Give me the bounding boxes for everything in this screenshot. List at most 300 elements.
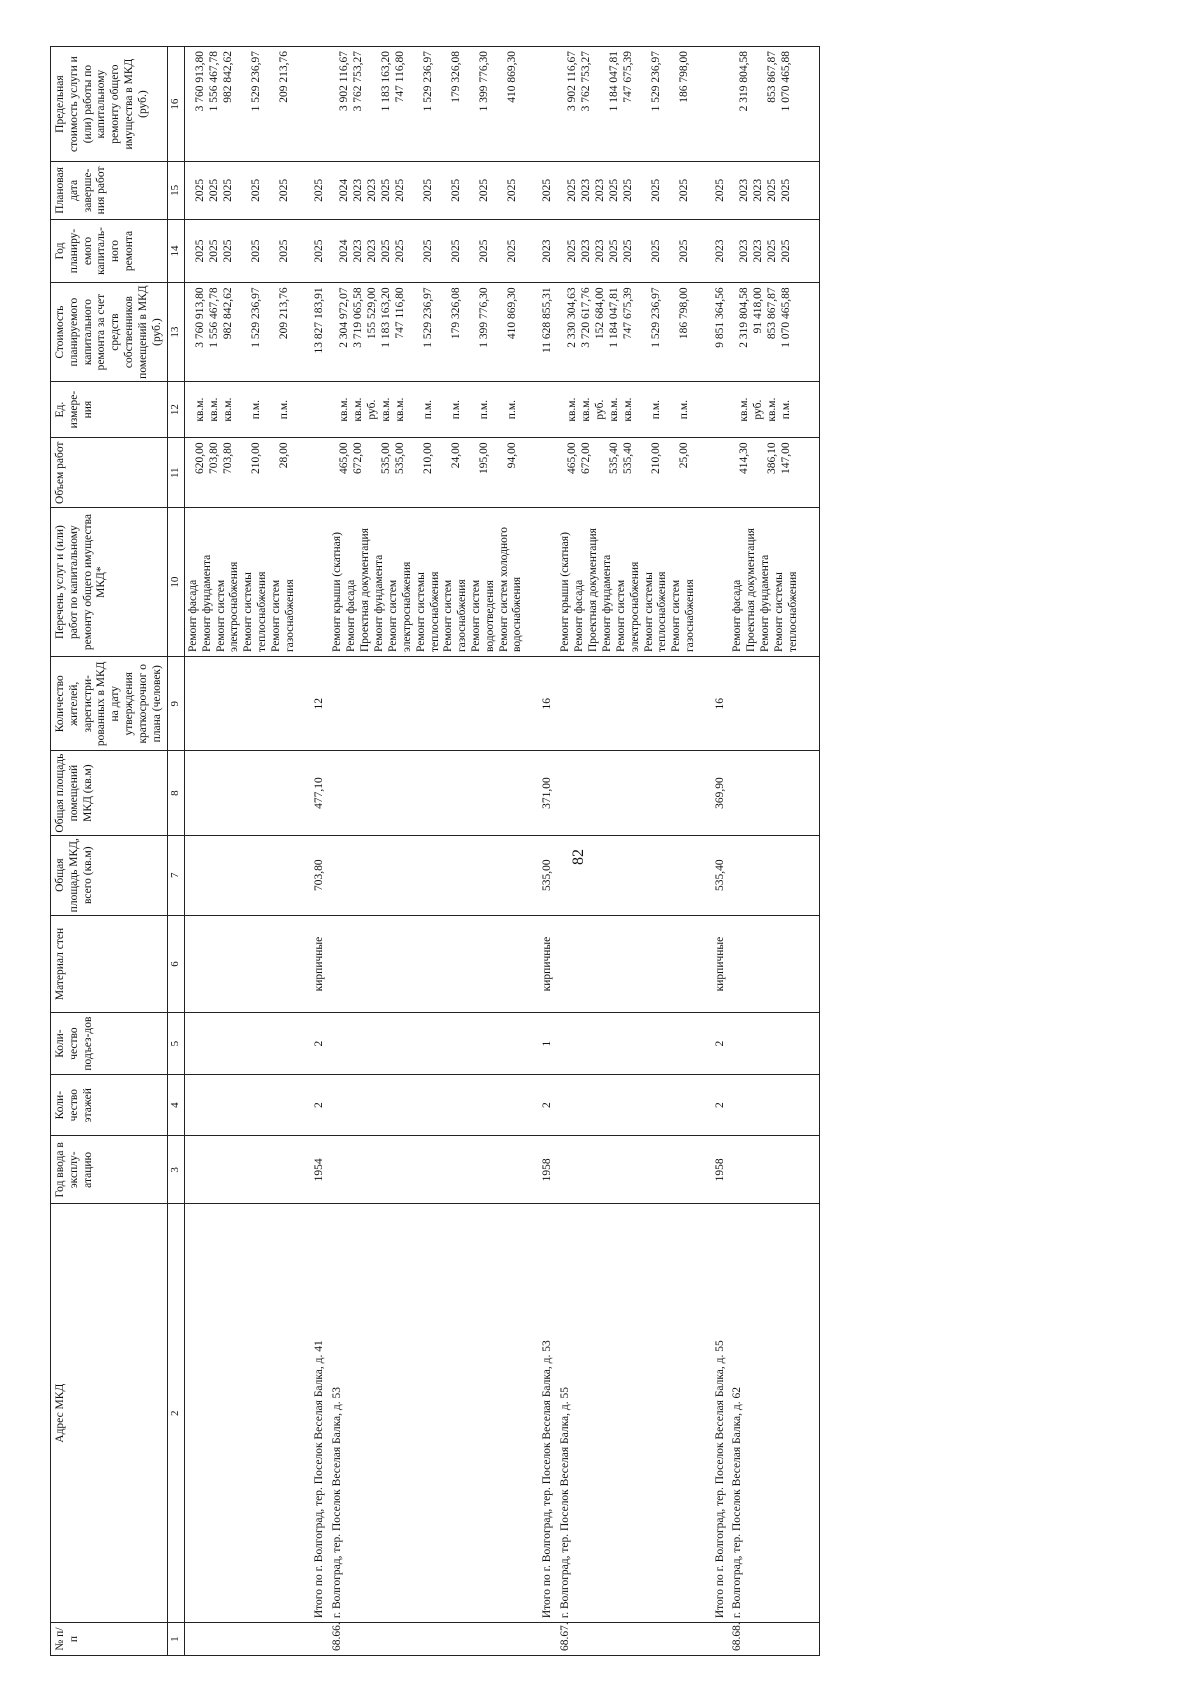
work-year: 2025 [450,239,463,263]
work-costs [184,283,299,382]
work-limit: 3 762 753,27 [579,51,592,112]
work-end: 2025 [766,178,779,202]
column-header-2: Адрес МКД [51,1204,168,1623]
total-cost: 13 827 183,91 [299,283,329,382]
work-name: Ремонт фасада [731,579,744,653]
column-header-11: Объем работ [51,438,168,508]
work-year: 2023 [579,239,592,263]
work-unit: п.м. [249,400,262,420]
work-year: 2025 [277,239,290,263]
column-header-4: Коли-чество этажей [51,1074,168,1136]
empty-cell [803,47,820,162]
work-volume: 535,40 [607,442,620,474]
column-number: 6 [168,915,184,1013]
empty-cell [299,1623,329,1656]
column-number: 9 [168,657,184,751]
page-number: 82 [570,849,587,865]
total-year: 2023 [527,219,557,283]
work-volume: 672,00 [352,442,365,474]
work-limits [184,47,299,162]
floors: 2 [700,1074,730,1136]
empty-cell [803,657,820,751]
area-total: 535,40 [700,835,730,915]
work-cost: 3 719 065,58 [352,287,365,348]
table-header [51,47,185,1656]
work-cost: 209 213,76 [277,287,290,340]
empty-cell [729,1136,803,1204]
work-limits [729,47,803,162]
work-names [557,508,700,657]
work-year: 2023 [752,239,765,263]
work-year: 2025 [766,239,779,263]
entrances: 2 [299,1013,329,1075]
column-number: 14 [168,219,184,283]
work-name: Ремонт систем электроснабжения [387,561,413,653]
work-name: Ремонт системы теплоснабжения [242,571,268,653]
work-end: 2025 [422,178,435,202]
empty-cell [184,835,299,915]
work-name: Ремонт систем водоотведения [469,579,496,653]
work-limit [752,51,766,157]
empty-cell [299,381,329,437]
work-volume: 210,00 [249,442,262,474]
work-names [729,508,803,657]
work-costs [729,283,803,382]
column-header-6: Материал стен [51,915,168,1013]
table-row-works [557,47,700,1656]
empty-cell [184,1074,299,1136]
work-volume: 94,00 [506,442,519,469]
work-limits [557,47,700,162]
work-end: 2025 [478,178,491,202]
empty-cell [803,1204,820,1623]
table-row-total [299,47,329,1656]
work-name: Ремонт систем газоснабжения [670,579,696,653]
work-unit: кв.м. [766,397,779,422]
empty-cell [329,1074,527,1136]
area-premises: 371,00 [527,751,557,835]
work-end-dates [184,162,299,220]
work-cost: 747 675,39 [621,287,634,340]
work-name: Ремонт фундамента [200,554,213,653]
work-volume: 672,00 [579,442,592,474]
work-end: 2023 [738,178,751,202]
work-year: 2024 [338,239,351,263]
table-end-row [803,47,820,1656]
column-number: 8 [168,751,184,835]
work-end: 2025 [506,178,519,202]
work-end: 2025 [249,178,262,202]
empty-cell [803,1013,820,1075]
work-cost: 410 869,30 [506,287,519,340]
work-limit: 186 798,00 [677,51,690,103]
work-volume: 535,00 [380,442,393,474]
empty-cell [329,751,527,835]
column-header-15: Плановая дата заверше-ния работ [51,162,168,220]
work-volume: 147,00 [780,442,793,474]
work-name: Ремонт фундамента [373,554,386,653]
work-volume: 210,00 [422,442,435,474]
work-cost: 155 529,00 [366,287,379,340]
total-end: 2025 [527,162,557,220]
work-unit: кв.м. [193,397,206,422]
work-cost: 179 326,08 [450,287,463,340]
empty-cell [729,915,803,1013]
work-end: 2025 [207,178,220,202]
work-year: 2025 [221,239,234,263]
work-years [184,219,299,283]
empty-cell [729,751,803,835]
work-names [184,508,299,657]
column-header-8: Общая площадь помещений МКД (кв.м) [51,751,168,835]
work-units [329,381,527,437]
empty-cell [329,657,527,751]
empty-cell [729,835,803,915]
work-cost: 2 304 972,07 [338,287,351,348]
work-year: 2025 [677,239,690,263]
work-year: 2025 [506,239,519,263]
work-limit: 209 213,76 [277,51,290,103]
work-name: Ремонт систем электроснабжения [614,561,641,653]
work-cost: 2 319 804,58 [738,287,751,348]
work-name: Проектная документация [586,528,599,653]
work-end: 2024 [338,178,351,202]
year-built: 1954 [299,1136,329,1204]
work-year: 2025 [249,239,262,263]
work-name: Проектная документация [359,528,372,653]
empty-cell [803,162,820,220]
work-unit: кв.м. [607,397,620,422]
empty-cell [329,1013,527,1075]
work-year: 2023 [352,239,365,263]
column-number-row [168,47,184,1656]
column-number: 10 [168,508,184,657]
work-year: 2025 [478,239,491,263]
empty-cell [803,835,820,915]
work-unit: п.м. [677,400,690,420]
empty-cell [557,1013,700,1075]
column-header-14: Год планиру-емого капиталь-ного ремонта [51,219,168,283]
work-end: 2025 [621,178,634,202]
entrances: 2 [700,1013,730,1075]
empty-cell [803,508,820,657]
work-limit: 1 070 465,88 [780,51,793,112]
work-limit: 747 116,80 [394,51,407,103]
column-number: 3 [168,1136,184,1204]
empty-cell [527,47,557,162]
work-cost: 747 116,80 [394,287,407,339]
row-address: г. Волгоград, тер. Поселок Веселая Балка, д. 53 [329,1204,527,1623]
work-limit: 1 529 236,97 [649,51,662,112]
work-limit [366,51,380,157]
empty-cell [329,915,527,1013]
column-header-16: Предельная стоимость услуги и (или) работы по капитальному ремонту общего имущества в МКД (руб.) [51,47,168,162]
empty-cell [803,1623,820,1656]
year-built: 1958 [527,1136,557,1204]
column-header-9: Количество жителей, зарегистри-рованных в МКД на дату утверждения краткосрочног о плана (человек) [51,657,168,751]
work-years [729,219,803,283]
work-cost: 1 184 047,81 [607,287,620,348]
capital-repair-table [50,46,820,1656]
work-name: Ремонт системы теплоснабжения [414,571,441,653]
work-limit: 1 183 163,20 [380,51,393,112]
work-unit: руб. [593,399,606,420]
row-address [184,1204,299,1623]
total-address: Итого по г. Волгоград, тер. Поселок Веселая Балка, д. 53 [527,1204,557,1623]
work-end: 2025 [450,178,463,202]
work-limit: 2 319 804,58 [738,51,751,112]
column-number: 13 [168,283,184,382]
column-number: 4 [168,1074,184,1136]
empty-cell [299,47,329,162]
empty-cell [700,1623,730,1656]
work-year: 2025 [422,239,435,263]
empty-cell [803,283,820,382]
row-number: 68.68. [729,1623,803,1656]
work-end: 2025 [649,178,662,202]
work-end-dates [329,162,527,220]
work-name: Ремонт фундамента [600,554,613,653]
work-volume: 386,10 [766,442,779,474]
residents: 16 [527,657,557,751]
work-cost: 1 529 236,97 [649,287,662,348]
work-end: 2025 [677,178,690,202]
work-unit: п.м. [780,400,793,420]
work-cost: 152 684,00 [593,287,606,340]
work-cost: 1 183 163,20 [380,287,393,348]
row-number [184,1623,299,1656]
empty-cell [803,1136,820,1204]
work-end: 2025 [780,178,793,202]
work-unit: п.м. [422,400,435,420]
column-header-7: Общая площадь МКД, всего (кв.м) [51,835,168,915]
work-limit: 982 842,62 [221,51,234,103]
work-unit: кв.м. [565,397,578,422]
work-end: 2023 [579,178,592,202]
total-address: Итого по г. Волгоград, тер. Поселок Веселая Балка, д. 55 [700,1204,730,1623]
work-name: Ремонт системы теплоснабжения [773,571,800,653]
work-volume: 465,00 [565,442,578,474]
empty-cell [299,438,329,508]
total-cost: 9 851 364,56 [700,283,730,382]
residents: 16 [700,657,730,751]
empty-cell [803,219,820,283]
work-limit: 3 902 116,67 [565,51,578,111]
work-name: Ремонт систем газоснабжения [269,579,296,653]
work-name: Ремонт крыши (скатная) [558,532,571,653]
work-end: 2025 [193,178,206,202]
work-costs [557,283,700,382]
work-end: 2023 [752,178,765,202]
work-year: 2025 [380,239,393,263]
work-limits [329,47,527,162]
empty-cell [803,751,820,835]
work-volume: 24,00 [450,442,463,469]
wall-material: кирпичные [527,915,557,1013]
table-row-total [527,47,557,1656]
work-volumes [329,438,527,508]
work-limit: 1 529 236,97 [422,51,435,112]
empty-cell [184,751,299,835]
work-end: 2025 [565,178,578,202]
area-premises: 477,10 [299,751,329,835]
empty-cell [527,1623,557,1656]
empty-cell [329,1136,527,1204]
work-volume: 25,00 [677,442,690,469]
area-premises: 369,90 [700,751,730,835]
empty-cell [557,835,700,915]
work-volume: 28,00 [277,442,290,469]
empty-cell [700,381,730,437]
empty-cell [184,915,299,1013]
empty-cell [557,751,700,835]
work-name: Ремонт фасада [345,579,358,653]
work-unit: п.м. [649,400,662,420]
work-unit: руб. [752,399,765,420]
wall-material: кирпичные [299,915,329,1013]
work-volume: 210,00 [649,442,662,474]
column-header-13: Стоимость планируемого капитального ремонта за счет средств собственников помещений в МКД (руб.) [51,283,168,382]
work-name: Ремонт фасада [572,579,585,653]
work-volume: 414,30 [738,442,751,474]
work-cost: 1 070 465,88 [780,287,793,348]
work-end: 2025 [394,178,407,202]
work-unit: кв.м. [338,397,351,422]
work-year: 2025 [207,239,220,263]
empty-cell [184,1013,299,1075]
column-header-10: Перечень услуг и (или) работ по капитальному ремонту общего имущества МКД* [51,508,168,657]
work-limit: 1 529 236,97 [249,51,262,112]
work-limit: 1 556 467,78 [207,51,220,112]
empty-cell [527,508,557,657]
wall-material: кирпичные [700,915,730,1013]
empty-cell [557,657,700,751]
row-number: 68.67. [557,1623,700,1656]
empty-cell [803,1074,820,1136]
table-row-works [329,47,527,1656]
row-address: г. Волгоград, тер. Поселок Веселая Балка, д. 62 [729,1204,803,1623]
work-unit: кв.м. [621,397,634,422]
work-name: Ремонт крыши (скатная) [331,532,344,653]
work-year: 2025 [565,239,578,263]
empty-cell [803,915,820,1013]
column-header-12: Ед. измере-ния [51,381,168,437]
work-end-dates [557,162,700,220]
work-end: 2023 [366,178,379,202]
work-limit: 3 760 913,80 [193,51,206,112]
work-volume: 703,80 [221,442,234,474]
work-volume: 620,00 [193,442,206,474]
residents: 12 [299,657,329,751]
work-year: 2025 [780,239,793,263]
empty-cell [557,1074,700,1136]
empty-cell [184,1136,299,1204]
empty-cell [299,508,329,657]
empty-cell [803,381,820,437]
empty-cell [557,915,700,1013]
work-year: 2025 [193,239,206,263]
work-cost: 1 556 467,78 [207,287,220,348]
total-end: 2025 [700,162,730,220]
work-volume: 535,00 [394,442,407,474]
empty-cell [527,438,557,508]
row-number: 68.66. [329,1623,527,1656]
work-name: Ремонт систем электроснабжения [214,561,241,653]
column-header-3: Год ввода в эксплу-атацию [51,1136,168,1204]
total-address: Итого по г. Волгоград, тер. Поселок Веселая Балка, д. 41 [299,1204,329,1623]
work-cost: 1 529 236,97 [249,287,262,348]
column-number: 5 [168,1013,184,1075]
work-cost: 982 842,62 [221,287,234,340]
work-units [729,381,803,437]
empty-cell [803,438,820,508]
work-unit: кв.м. [207,397,220,422]
column-number: 7 [168,835,184,915]
work-limit [594,51,608,157]
work-volume [594,442,608,503]
work-unit: кв.м. [352,397,365,422]
work-year: 2025 [621,239,634,263]
work-volumes [729,438,803,508]
work-limit: 3 762 753,27 [352,51,365,112]
work-unit: кв.м. [221,397,234,422]
work-unit: п.м. [478,400,491,420]
column-number: 2 [168,1204,184,1623]
table-body [184,47,820,1656]
work-name: Ремонт систем холодного водоснабжения [497,526,524,653]
work-volume: 195,00 [478,442,491,474]
work-end: 2025 [221,178,234,202]
year-built: 1958 [700,1136,730,1204]
total-year: 2023 [700,219,730,283]
work-unit: п.м. [277,400,290,420]
work-end: 2025 [380,178,393,202]
work-cost: 3 720 617,76 [579,287,592,348]
work-year: 2025 [394,239,407,263]
work-year: 2023 [738,239,751,263]
table-row-total [700,47,730,1656]
table-row-works [184,47,299,1656]
empty-cell [729,1013,803,1075]
work-end-dates [729,162,803,220]
work-costs [329,283,527,382]
entrances: 1 [527,1013,557,1075]
work-unit: руб. [366,399,379,420]
work-limit: 853 867,87 [766,51,779,103]
work-units [557,381,700,437]
work-limit: 747 675,39 [621,51,634,103]
work-cost: 91 418,00 [752,287,765,334]
work-end: 2023 [352,178,365,202]
work-limit: 179 326,08 [450,51,463,103]
work-end: 2023 [593,178,606,202]
work-year: 2023 [366,239,379,263]
work-cost: 853 867,87 [766,287,779,340]
work-limit: 1 399 776,30 [478,51,491,112]
work-volumes [557,438,700,508]
empty-cell [700,47,730,162]
work-year: 2025 [649,239,662,263]
work-volume: 465,00 [338,442,351,474]
work-cost: 1 529 236,97 [422,287,435,348]
table-row-works [729,47,803,1656]
total-cost: 11 628 855,31 [527,283,557,382]
work-cost: 2 330 304,63 [565,287,578,348]
empty-cell [729,657,803,751]
empty-cell [527,381,557,437]
work-end: 2025 [277,178,290,202]
floors: 2 [299,1074,329,1136]
